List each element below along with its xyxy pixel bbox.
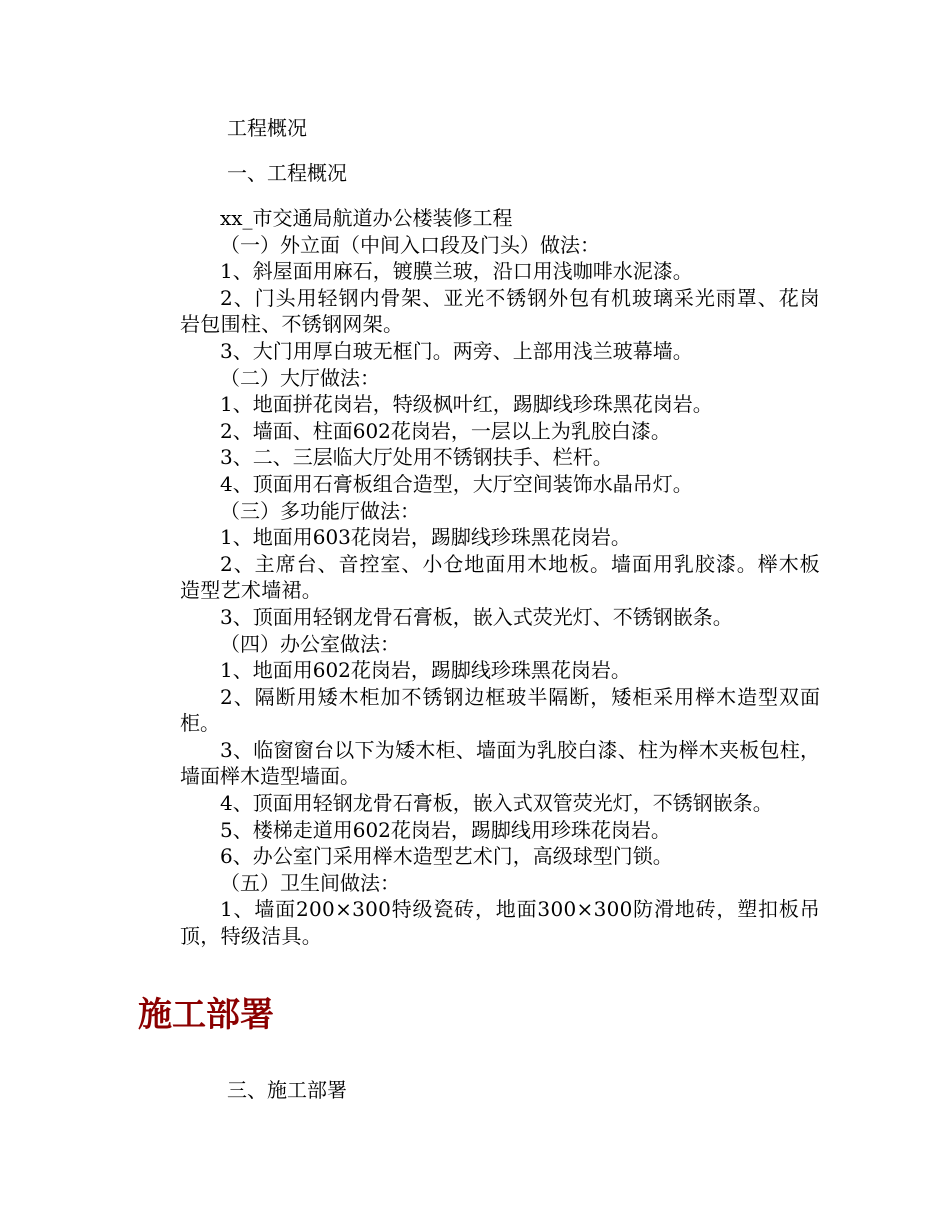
- list-item: 5、楼梯走道用602花岗岩，踢脚线用珍珠花岗岩。: [220, 817, 671, 842]
- list-item: 2、主席台、音控室、小仓地面用木地板。墙面用乳胶漆。榉木板造型艺术墙裙。: [180, 551, 820, 603]
- subsection-heading: （四）办公室做法：: [220, 631, 400, 656]
- list-item: 2、隔断用矮木柜加不锈钢边框玻半隔断，矮柜采用榉木造型双面柜。: [180, 684, 820, 736]
- section-three-heading: 三、施工部署: [227, 1078, 347, 1102]
- section-title: 施工部署: [138, 995, 274, 1035]
- list-item: 1、斜屋面用麻石，镀膜兰玻，沿口用浅咖啡水泥漆。: [220, 259, 693, 284]
- doc-heading: 工程概况: [227, 116, 307, 140]
- subsection-heading: （三）多功能厅做法：: [220, 498, 420, 523]
- list-item: 1、地面用603花岗岩，踢脚线珍珠黑花岗岩。: [220, 525, 631, 550]
- list-item: 1、地面拼花岗岩，特级枫叶红，踢脚线珍珠黑花岗岩。: [220, 392, 713, 417]
- section-one-heading: 一、工程概况: [227, 161, 347, 185]
- list-item: 2、墙面、柱面602花岗岩，一层以上为乳胶白漆。: [220, 418, 671, 443]
- project-name: xx_市交通局航道办公楼装修工程: [220, 206, 513, 230]
- list-item: 4、顶面用轻钢龙骨石膏板，嵌入式双管荧光灯，不锈钢嵌条。: [220, 791, 773, 816]
- list-item: 6、办公室门采用榉木造型艺术门，高级球型门锁。: [220, 844, 673, 869]
- subsection-heading: （一）外立面（中间入口段及门头）做法：: [220, 232, 600, 257]
- list-item: 4、顶面用石膏板组合造型，大厅空间装饰水晶吊灯。: [220, 471, 693, 496]
- list-item: 1、地面用602花岗岩，踢脚线珍珠黑花岗岩。: [220, 658, 631, 683]
- subsection-heading: （五）卫生间做法：: [220, 870, 400, 895]
- subsection-heading: （二）大厅做法：: [220, 365, 380, 390]
- list-item: 2、门头用轻钢内骨架、亚光不锈钢外包有机玻璃采光雨罩、花岗岩包围柱、不锈钢网架。: [180, 285, 820, 337]
- list-item: 3、二、三层临大厅处用不锈钢扶手、栏杆。: [220, 445, 613, 470]
- list-item: 3、临窗窗台以下为矮木柜、墙面为乳胶白漆、柱为榉木夹板包柱，墙面榉木造型墙面。: [180, 737, 820, 789]
- list-item: 1、墙面200×300特级瓷砖，地面300×300防滑地砖，塑扣板吊顶，特级洁具。: [180, 897, 820, 949]
- body-text: [180, 205, 820, 950]
- list-item: 3、大门用厚白玻无框门。两旁、上部用浅兰玻幕墙。: [220, 338, 693, 363]
- list-item: 3、顶面用轻钢龙骨石膏板，嵌入式荧光灯、不锈钢嵌条。: [220, 604, 733, 629]
